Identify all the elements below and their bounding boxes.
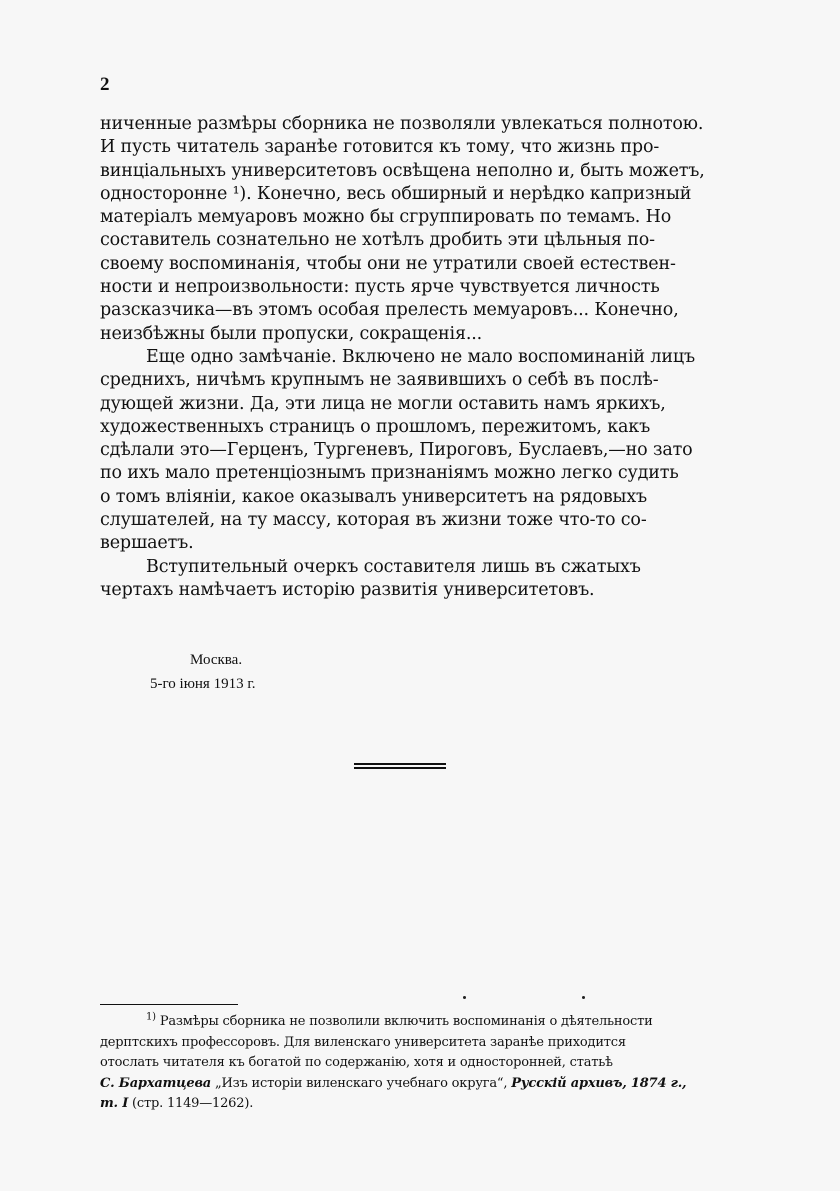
ink-speck	[582, 996, 585, 999]
text-line: Вступительный очеркъ составителя лишь въ сжатыхъ	[146, 556, 641, 577]
text-line: винціальныхъ университетовъ освѣщена неполно и, быть можетъ,	[100, 160, 705, 181]
text-line: по ихъ мало претенціознымъ признаніямъ можно легко судить	[100, 463, 679, 484]
footnote-journal: Русскій архивъ, 1874 г.,	[511, 1075, 687, 1091]
footnote-rule	[100, 1004, 238, 1005]
footnote-text: отослать читателя къ богатой по содержанію, хотя и односторонней, статьѣ	[100, 1055, 613, 1070]
signature-date: 5-го іюня 1913 г.	[150, 676, 256, 692]
footnote-text: Размѣры сборника не позволили включить воспоминанія о дѣятельности	[159, 1014, 653, 1029]
page-number: 2	[100, 74, 110, 95]
footnote-text: дерптскихъ профессоровъ. Для виленскаго университета заранѣе приходится	[100, 1034, 626, 1050]
body-text	[100, 113, 705, 602]
ink-speck	[463, 996, 466, 999]
text-line: И пусть читатель заранѣе готовится къ тому, что жизнь про-	[100, 137, 660, 158]
section-divider	[354, 763, 446, 769]
text-line: своему воспоминанія, чтобы они не утратили своей естествен-	[100, 253, 676, 274]
footnote-volume: т. I	[100, 1096, 129, 1111]
text-line: вершаетъ.	[100, 533, 194, 554]
signature-place: Москва.	[190, 652, 243, 668]
footnote-pages: (стр. 1149—1262).	[128, 1096, 254, 1111]
text-line: о томъ вліяніи, какое оказывалъ университетъ на рядовыхъ	[100, 486, 648, 507]
footnote-author: С. Бархатцева	[100, 1075, 212, 1091]
text-line: слушателей, на ту массу, которая въ жизни тоже что-то со-	[100, 510, 647, 531]
footnote-title: „Изъ исторіи виленскаго учебнаго округа“,	[211, 1075, 512, 1091]
text-line: чертахъ намѣчаетъ исторію развитія университетовъ.	[100, 579, 595, 600]
footnote-marker: 1)	[146, 1011, 156, 1023]
text-line: ности и непроизвольности: пусть ярче чувствуется личность	[100, 277, 660, 298]
text-line: составитель сознательно не хотѣлъ дробить эти цѣльныя по-	[100, 230, 655, 251]
text-line: дующей жизни. Да, эти лица не могли оставить намъ яркихъ,	[100, 393, 666, 414]
text-line: матеріалъ мемуаровъ можно бы сгруппировать по темамъ. Но	[100, 207, 672, 228]
text-line: художественныхъ страницъ о прошломъ, пережитомъ, какъ	[100, 416, 651, 437]
text-line: односторонне ¹). Конечно, весь обширный и нерѣдко капризный	[100, 183, 692, 204]
footnote	[100, 1011, 687, 1115]
text-line: сдѣлали это—Герценъ, Тургеневъ, Пироговъ, Буслаевъ,—но зато	[100, 440, 693, 461]
text-line: Еще одно замѣчаніе. Включено не мало воспоминаній лицъ	[146, 346, 695, 367]
text-line: неизбѣжны были пропуски, сокращенія...	[100, 323, 483, 344]
text-line: ниченные размѣры сборника не позволяли увлекаться полнотою.	[100, 114, 704, 134]
signature-block	[150, 648, 256, 696]
text-line: разсказчика—въ этомъ особая прелесть мемуаровъ... Конечно,	[100, 300, 679, 321]
text-line: среднихъ, ничѣмъ крупнымъ не заявившихъ о себѣ въ послѣ-	[100, 370, 659, 391]
